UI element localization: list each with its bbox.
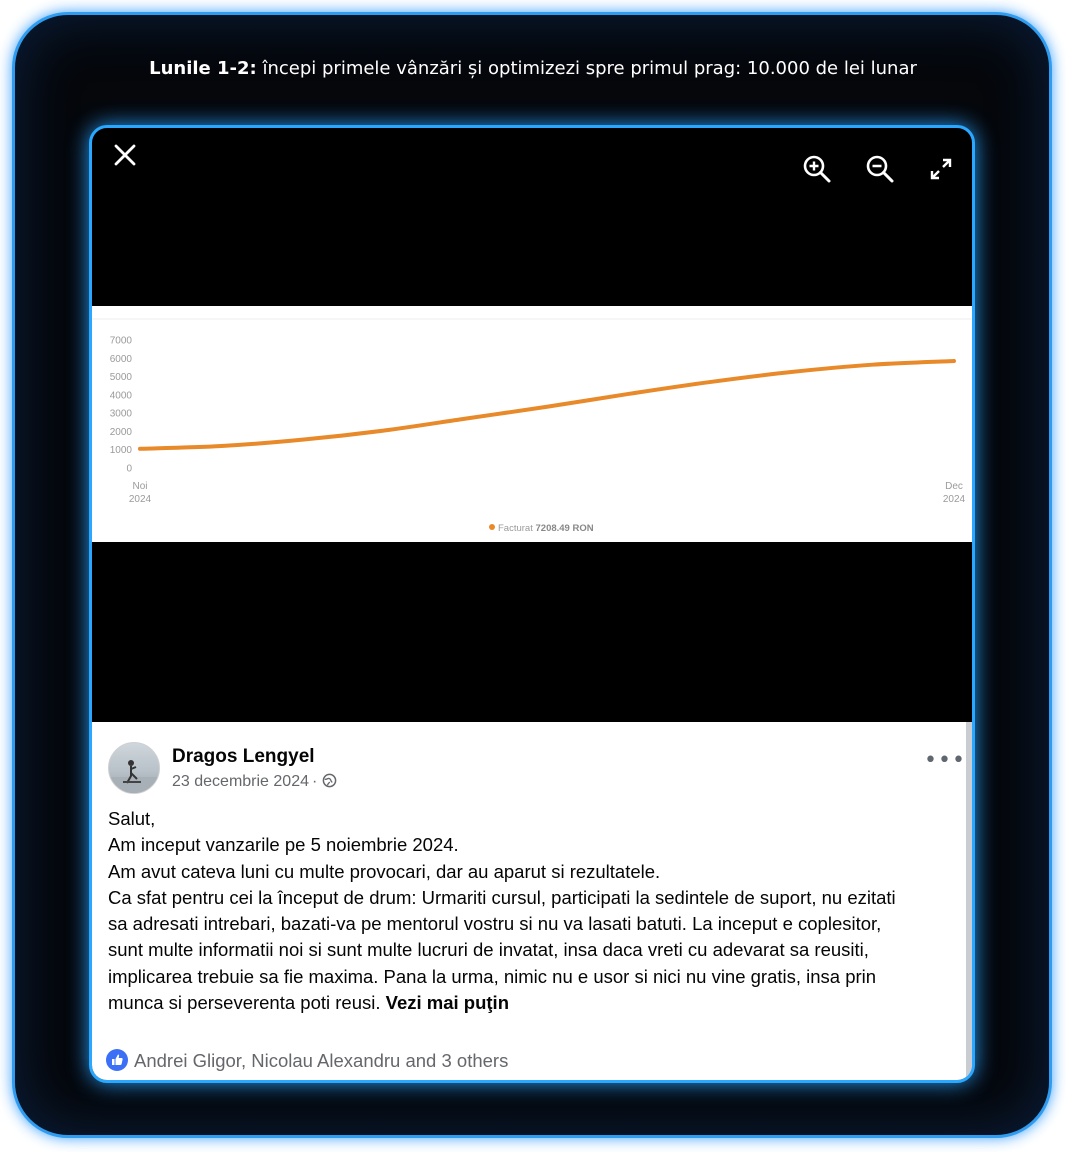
post-line: sa adresati intrebari, bazati-va pe mentorul vostru si nu va lasati batuti. La inceput e coplesitor, [108, 913, 882, 935]
facebook-post [92, 722, 972, 1083]
x-tick-label: Noi [132, 481, 148, 492]
post-line: Am inceput vanzarile pe 5 noiembrie 2024. [108, 834, 459, 856]
legend-label: Facturat 7208.49 RON [498, 523, 594, 534]
x-tick-label: 2024 [942, 494, 966, 505]
post-line: Salut, [108, 808, 156, 829]
x-tick-label: 2024 [128, 494, 152, 505]
globe-icon [322, 773, 337, 793]
reactions-text[interactable]: Andrei Gligor, Nicolau Alexandru and 3 others [134, 1050, 509, 1071]
scrollbar[interactable] [966, 722, 972, 1083]
y-tick-label: 0 [126, 463, 132, 475]
fullscreen-icon[interactable] [930, 158, 952, 184]
y-tick-label: 1000 [109, 445, 132, 457]
post-author[interactable]: Dragos Lengyel [172, 746, 315, 767]
y-tick-label: 6000 [109, 353, 132, 365]
meta-separator: · [311, 773, 318, 790]
y-tick-label: 2000 [109, 426, 132, 438]
y-tick-label: 5000 [109, 372, 132, 384]
headline-bold: Lunile 1-2: [149, 58, 257, 79]
revenue-chart-svg [92, 306, 972, 542]
see-less-link[interactable]: Vezi mai puţin [385, 992, 509, 1014]
close-icon[interactable] [112, 142, 138, 172]
post-line: munca si perseverenta poti reusi. [108, 992, 386, 1014]
post-date[interactable]: 23 decembrie 2024 [172, 773, 309, 790]
legend-value: 7208.49 RON [535, 523, 594, 534]
post-line: sunt multe informatii noi si sunt multe lucruri de invatat, insa daca vreti cu adevarat sa reusiti, [108, 939, 869, 961]
post-meta [172, 773, 337, 793]
more-options-icon[interactable]: ••• [924, 748, 966, 773]
avatar[interactable] [108, 742, 160, 794]
zoom-out-icon[interactable] [865, 154, 895, 188]
series-line-facturat [140, 361, 954, 449]
post-line: Am avut cateva luni cu multe provocari, dar au aparut si rezultatele. [108, 860, 661, 882]
post-body [108, 806, 958, 1016]
revenue-chart [92, 306, 972, 542]
photo-viewer [89, 125, 975, 1083]
legend-marker [489, 524, 495, 530]
x-tick-label: Dec [945, 481, 963, 492]
post-line-last [108, 990, 958, 1016]
y-tick-label: 3000 [109, 408, 132, 420]
y-tick-label: 7000 [109, 335, 132, 347]
y-tick-label: 4000 [109, 390, 132, 402]
reactions-summary[interactable] [106, 1049, 508, 1076]
like-icon [106, 1049, 128, 1076]
zoom-in-icon[interactable] [802, 154, 832, 188]
post-line: Ca sfat pentru cei la început de drum: Urmariti cursul, participati la sedintele de suport, nu ezitati [108, 886, 896, 908]
headline [0, 58, 1066, 79]
headline-text: începi primele vânzări și optimizezi spre primul prag: 10.000 de lei lunar [256, 58, 917, 79]
post-line: implicarea trebuie sa fie maxima. Pana la urma, nimic nu e usor si nici nu vine gratis, insa prin [108, 965, 877, 987]
